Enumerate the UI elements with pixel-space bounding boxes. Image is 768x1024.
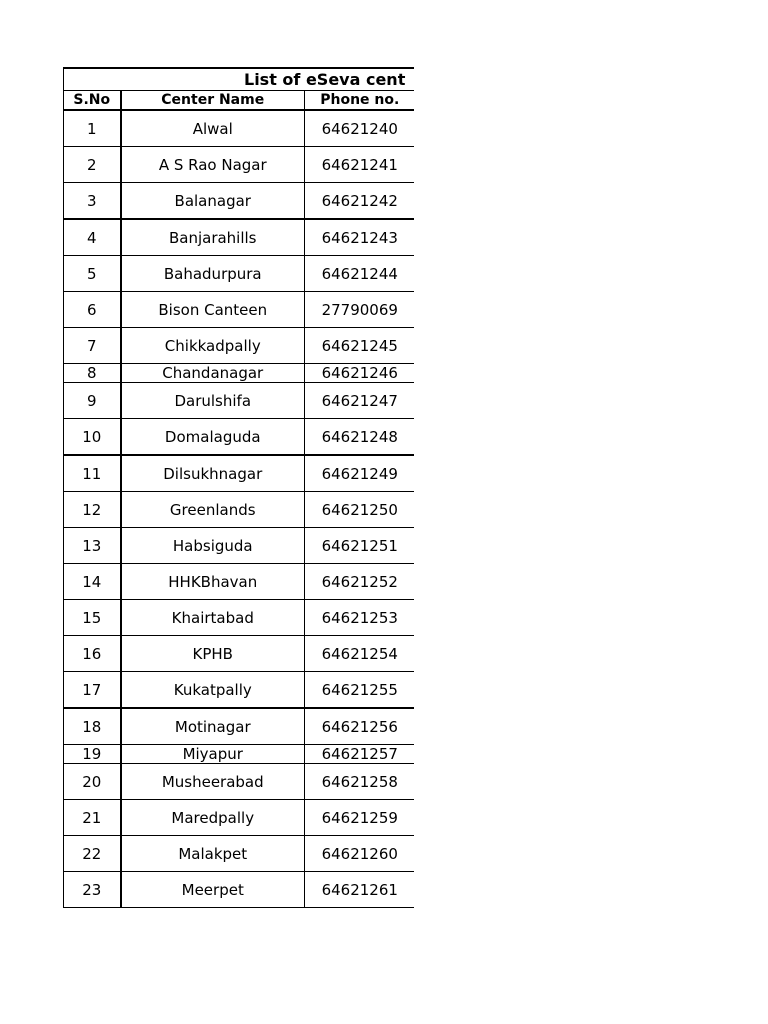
cell-sno: 21	[64, 800, 121, 836]
cell-phone: 64621252	[305, 564, 415, 600]
cell-phone: 64621258	[305, 764, 415, 800]
cell-phone: 64621240	[305, 110, 415, 147]
cell-center-name: Khairtabad	[121, 600, 305, 636]
cell-sno: 20	[64, 764, 121, 800]
cell-phone: 64621250	[305, 492, 415, 528]
table-row	[64, 745, 415, 764]
table-row	[64, 110, 415, 147]
cell-center-name: HHKBhavan	[121, 564, 305, 600]
table-row	[64, 708, 415, 745]
table-row	[64, 836, 415, 872]
cell-phone: 64621248	[305, 419, 415, 456]
cell-sno: 7	[64, 328, 121, 364]
table-row	[64, 872, 415, 908]
cell-phone: 27790069	[305, 292, 415, 328]
table-row	[64, 383, 415, 419]
cell-center-name: Miyapur	[121, 745, 305, 764]
table-row	[64, 219, 415, 256]
cell-center-name: Banjarahills	[121, 219, 305, 256]
cell-center-name: Habsiguda	[121, 528, 305, 564]
cell-phone: 64621242	[305, 183, 415, 220]
cell-sno: 3	[64, 183, 121, 220]
cell-phone: 64621241	[305, 147, 415, 183]
cell-center-name: Darulshifa	[121, 383, 305, 419]
table-row	[64, 492, 415, 528]
cell-sno: 16	[64, 636, 121, 672]
center-name-column-header: Center Name	[121, 91, 305, 111]
cell-center-name: Meerpet	[121, 872, 305, 908]
table-row	[64, 183, 415, 220]
cell-center-name: Bahadurpura	[121, 256, 305, 292]
cell-sno: 23	[64, 872, 121, 908]
cell-phone: 64621257	[305, 745, 415, 764]
cell-center-name: Dilsukhnagar	[121, 455, 305, 492]
cell-phone: 64621245	[305, 328, 415, 364]
cell-sno: 18	[64, 708, 121, 745]
table-row	[64, 328, 415, 364]
cell-center-name: Malakpet	[121, 836, 305, 872]
cell-sno: 10	[64, 419, 121, 456]
cell-center-name: Greenlands	[121, 492, 305, 528]
sno-column-header: S.No	[64, 91, 121, 111]
cell-center-name: Kukatpally	[121, 672, 305, 709]
cell-center-name: Motinagar	[121, 708, 305, 745]
cell-phone: 64621260	[305, 836, 415, 872]
cell-phone: 64621246	[305, 364, 415, 383]
cell-sno: 13	[64, 528, 121, 564]
cell-center-name: Chandanagar	[121, 364, 305, 383]
cell-phone: 64621243	[305, 219, 415, 256]
cell-phone: 64621254	[305, 636, 415, 672]
table-row	[64, 764, 415, 800]
cell-sno: 11	[64, 455, 121, 492]
cell-center-name: Bison Canteen	[121, 292, 305, 328]
cell-sno: 12	[64, 492, 121, 528]
table-row	[64, 455, 415, 492]
cell-phone: 64621256	[305, 708, 415, 745]
cell-center-name: Chikkadpally	[121, 328, 305, 364]
table-row	[64, 564, 415, 600]
eseva-centers-sheet	[63, 67, 414, 908]
cell-center-name: Domalaguda	[121, 419, 305, 456]
cell-center-name: KPHB	[121, 636, 305, 672]
table-row	[64, 672, 415, 709]
cell-center-name: Balanagar	[121, 183, 305, 220]
cell-sno: 17	[64, 672, 121, 709]
cell-phone: 64621253	[305, 600, 415, 636]
cell-phone: 64621251	[305, 528, 415, 564]
phone-column-header: Phone no.	[305, 91, 415, 111]
cell-sno: 14	[64, 564, 121, 600]
cell-phone: 64621259	[305, 800, 415, 836]
cell-center-name: Maredpally	[121, 800, 305, 836]
cell-phone: 64621249	[305, 455, 415, 492]
eseva-centers-table	[63, 67, 414, 908]
cell-sno: 9	[64, 383, 121, 419]
cell-sno: 1	[64, 110, 121, 147]
header-row	[64, 91, 415, 111]
cell-sno: 15	[64, 600, 121, 636]
sheet-title: List of eSeva cent	[64, 68, 415, 91]
table-row	[64, 600, 415, 636]
cell-sno: 22	[64, 836, 121, 872]
cell-sno: 19	[64, 745, 121, 764]
table-row	[64, 800, 415, 836]
cell-sno: 6	[64, 292, 121, 328]
cell-sno: 2	[64, 147, 121, 183]
cell-phone: 64621255	[305, 672, 415, 709]
cell-center-name: Musheerabad	[121, 764, 305, 800]
cell-center-name: Alwal	[121, 110, 305, 147]
cell-sno: 8	[64, 364, 121, 383]
table-row	[64, 364, 415, 383]
table-row	[64, 419, 415, 456]
cell-center-name: A S Rao Nagar	[121, 147, 305, 183]
table-row	[64, 528, 415, 564]
table-row	[64, 256, 415, 292]
table-row	[64, 636, 415, 672]
title-row	[64, 68, 415, 91]
cell-phone: 64621247	[305, 383, 415, 419]
table-row	[64, 147, 415, 183]
cell-sno: 4	[64, 219, 121, 256]
cell-phone: 64621244	[305, 256, 415, 292]
cell-sno: 5	[64, 256, 121, 292]
table-row	[64, 292, 415, 328]
cell-phone: 64621261	[305, 872, 415, 908]
